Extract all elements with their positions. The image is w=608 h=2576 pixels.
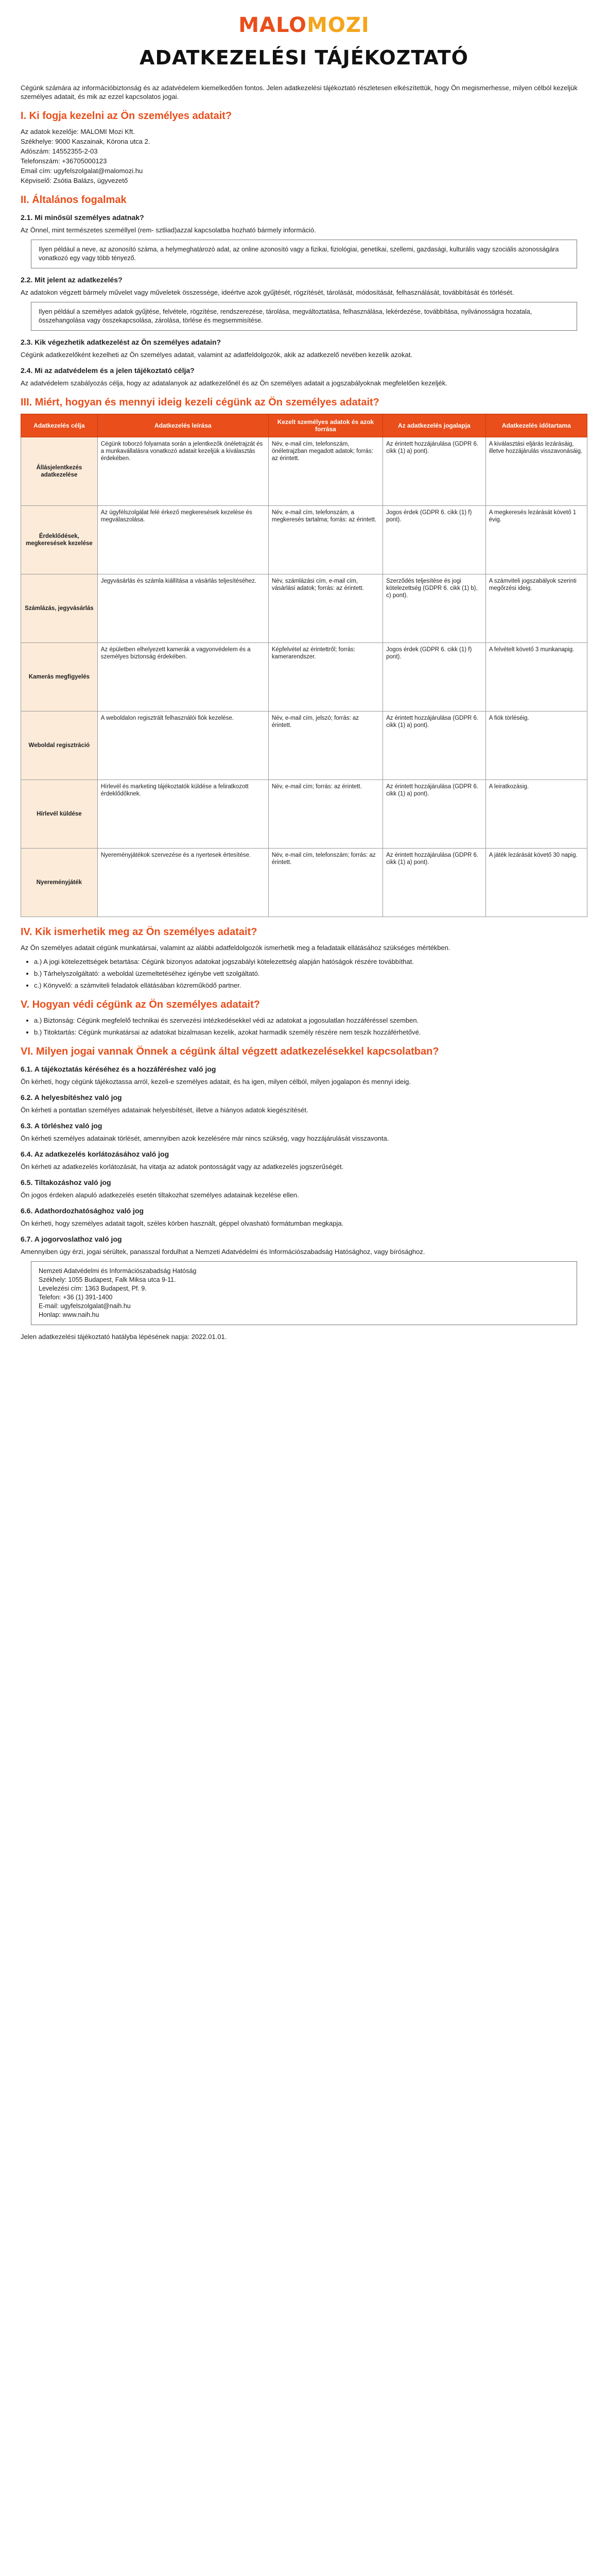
right-text: Ön kérheti az adatkezelés korlátozását, ha vitatja az adatok pontosságát vagy az adatkezelés jogszerűségét. (21, 1163, 344, 1171)
right-title: 6.5. Tiltakozáshoz való jog (21, 1178, 111, 1187)
table-row (21, 711, 587, 780)
authority-line: Levelezési cím: 1363 Budapest, Pf. 9. (39, 1285, 147, 1292)
table-cell: Név, e-mail cím, telefonszám, önéletrajzban megadott adatok; forrás: az érintett. (268, 437, 383, 506)
section-4-title: IV. Kik ismerhetik meg az Ön személyes adatait? (21, 926, 257, 938)
table-cell: A játék lezárását követő 30 napig. (485, 849, 587, 917)
table-cell: Jogos érdek (GDPR 6. cikk (1) f) pont). (383, 506, 486, 574)
table-cell: Név, e-mail cím, jelszó; forrás: az érintett. (268, 711, 383, 780)
authority-line: E-mail: ugyfelszolgalat@naih.hu (39, 1302, 131, 1310)
right-title: 6.1. A tájékoztatás kéréséhez és a hozzáféréshez való jog (21, 1065, 216, 1073)
intro-paragraph: Cégünk számára az információbiztonság és az adatvédelem kiemelkedően fontos. Jelen adatkezelési tájékoztató részletesen elkészítettük, hogy Ön megismerhesse, milyen célból kezeljük személyes adatait, és mik az ezzel kapcsolatos jogai. (21, 84, 578, 100)
table-cell: A leiratkozásig. (485, 780, 587, 849)
authority-line: Székhely: 1055 Budapest, Falk Miksa utca 9-11. (39, 1276, 176, 1283)
controller-line: Email cím: ugyfelszolgalat@malomozi.hu (21, 167, 143, 175)
table-cell: Állásjelentkezés adatkezelése (21, 437, 98, 506)
table-cell: Az érintett hozzájárulása (GDPR 6. cikk (1) a) pont). (383, 711, 486, 780)
controller-line: Adószám: 14552355-2-03 (21, 147, 98, 155)
right-text: Ön kérheti, hogy cégünk tájékoztassa arról, kezeli-e személyes adatait, és ha igen, milyen célból, milyen jogalapon és mennyi ideig. (21, 1078, 411, 1086)
company-logo: MALOMOZI (238, 13, 370, 37)
section-6-title: VI. Milyen jogai vannak Önnek a cégünk által végzett adatkezelésekkel kapcsolatban? (21, 1046, 439, 1057)
table-cell: A weboldalon regisztrált felhasználói fiók kezelése. (97, 711, 268, 780)
right-text: Ön kérheti személyes adatainak törlését, amennyiben azok kezelésére már nincs szükség, vagy hozzájárulását visszavonta. (21, 1134, 389, 1142)
recipient-item: • c.) Könyvelő: a számviteli feladatok ellátásában közreműködő partner. (34, 981, 587, 990)
table-cell: Név, e-mail cím, telefonszám; forrás: az érintett. (268, 849, 383, 917)
table-cell: Jegyvásárlás és számla kiállítása a vásárlás teljesítéséhez. (97, 574, 268, 643)
table-cell: Nyereményjáték (21, 849, 98, 917)
table-cell: Nyereményjátékok szervezése és a nyertesek értesítése. (97, 849, 268, 917)
table-header-row (21, 414, 587, 437)
section-2-2-text: Az adatokon végzett bármely művelet vagy műveletek összessége, ideértve azok gyűjtését, rögzítését, tárolását, módosítását, felhasználását, továbbítását és törlését. (21, 289, 514, 296)
table-cell: Weboldal regisztráció (21, 711, 98, 780)
table-cell: A kiválasztási eljárás lezárásáig, illetve hozzájárulás visszavonásáig. (485, 437, 587, 506)
recipient-item: • b.) Tárhelyszolgáltató: a weboldal üzemeltetéséhez igénybe vett szolgáltató. (34, 969, 587, 978)
controller-line: Képviselő: Zsótia Balázs, ügyvezető (21, 177, 128, 184)
table-cell: Érdeklődések, megkeresések kezelése (21, 506, 98, 574)
right-title: 6.4. Az adatkezelés korlátozásához való jog (21, 1150, 169, 1158)
section-5-title: V. Hogyan védi cégünk az Ön személyes adatait? (21, 999, 260, 1010)
table-cell: Az érintett hozzájárulása (GDPR 6. cikk (1) a) pont). (383, 780, 486, 849)
effective-date: Jelen adatkezelési tájékoztató hatályba lépésének napja: 2022.01.01. (21, 1333, 227, 1341)
table-cell: Jogos érdek (GDPR 6. cikk (1) f) pont). (383, 643, 486, 711)
table-cell: Név, számlázási cím, e-mail cím, vásárlási adatok; forrás: az érintett. (268, 574, 383, 643)
table-cell: Hírlevél és marketing tájékoztatók küldése a feliratkozott érdeklődőknek. (97, 780, 268, 849)
table-cell: Az érintett hozzájárulása (GDPR 6. cikk (1) a) pont). (383, 849, 486, 917)
page-title: ADATKEZELÉSI TÁJÉKOZTATÓ (140, 46, 468, 69)
table-row (21, 849, 587, 917)
section-2-3-text: Cégünk adatkezelőként kezelheti az Ön személyes adatait, valamint az adatfeldolgozók, akik az adatkezelő nevében kezelik azokat. (21, 351, 412, 359)
authority-line: Nemzeti Adatvédelmi és Információszabadság Hatóság (39, 1267, 197, 1275)
security-list (34, 1016, 587, 1037)
right-text: Amennyiben úgy érzi, jogai sérültek, panasszal fordulhat a Nemzeti Adatvédelmi és Információszabadság Hatósághoz, vagy bírósághoz. (21, 1248, 425, 1256)
authority-line: Honlap: www.naih.hu (39, 1311, 99, 1318)
section-2-1-title: 2.1. Mi minősül személyes adatnak? (21, 213, 144, 222)
table-row (21, 437, 587, 506)
table-cell: Kamerás megfigyelés (21, 643, 98, 711)
table-cell: Név, e-mail cím, telefonszám, a megkeresés tartalma; forrás: az érintett. (268, 506, 383, 574)
table-row (21, 780, 587, 849)
right-text: Ön kérheti, hogy személyes adatait tagolt, széles körben használt, géppel olvasható formátumban megkapja. (21, 1219, 344, 1227)
table-cell: Cégünk toborzó folyamata során a jelentkezők önéletrajzát és a munkavállalásra vonatkozó adatait kezeljük a kiválasztás érdekében. (97, 437, 268, 506)
right-text: Ön kérheti a pontatlan személyes adatainak helyesbítését, illetve a hiányos adatok kiegészítését. (21, 1106, 308, 1114)
section-2-2-title: 2.2. Mit jelent az adatkezelés? (21, 276, 123, 284)
authority-box (31, 1261, 577, 1325)
controller-line: Székhelye: 9000 Kaszainak, Kórona utca 2. (21, 138, 150, 145)
rights-list (21, 1065, 587, 1256)
table-row (21, 506, 587, 574)
table-header-cell: Az adatkezelés jogalapja (383, 414, 486, 437)
table-cell: Szerződés teljesítése és jogi kötelezettség (GDPR 6. cikk (1) b), c) pont). (383, 574, 486, 643)
table-header-cell: Adatkezelés időtartama (485, 414, 587, 437)
right-title: 6.6. Adathordozhatósághoz való jog (21, 1207, 144, 1215)
security-item: • a.) Biztonság: Cégünk megfelelő technikai és szervezési intézkedésekkel védi az adatokat a jogosulatlan hozzáféréssel szemben. (34, 1016, 587, 1025)
section-2-title: II. Általános fogalmak (21, 194, 127, 206)
table-header-cell: Adatkezelés leírása (97, 414, 268, 437)
table-row (21, 643, 587, 711)
table-body (21, 437, 587, 917)
table-cell: Számlázás, jegyvásárlás (21, 574, 98, 643)
table-cell: A megkeresés lezárását követő 1 évig. (485, 506, 587, 574)
section-2-4-title: 2.4. Mi az adatvédelem és a jelen tájékoztató célja? (21, 366, 195, 375)
right-title: 6.2. A helyesbítéshez való jog (21, 1093, 122, 1101)
table-cell: Az ügyfélszolgálat felé érkező megkeresések kezelése és megválaszolása. (97, 506, 268, 574)
security-item: • b.) Titoktartás: Cégünk munkatársai az adatokat bizalmasan kezelik, azokat harmadik személy részére nem teszik hozzáférhetővé. (34, 1028, 587, 1037)
processing-table (21, 414, 587, 917)
example-box-2: Ilyen például a személyes adatok gyűjtése, felvétele, rögzítése, rendszerezése, tárolása, megváltoztatása, felhasználása, lekérdezése, továbbítása, nyilvánosságra hozatala, összehangolása vagy összekapcsolása, zárolása, törlése és megsemmisítése. (31, 302, 577, 331)
right-title: 6.3. A törléshez való jog (21, 1122, 102, 1130)
table-header-cell: Adatkezelés célja (21, 414, 98, 437)
section-3-title: III. Miért, hogyan és mennyi ideig kezeli cégünk az Ön személyes adatait? (21, 397, 379, 408)
authority-line: Telefon: +36 (1) 391-1400 (39, 1294, 113, 1301)
table-cell: Képfelvétel az érintettről; forrás: kamerarendszer. (268, 643, 383, 711)
document-page (21, 0, 587, 1341)
table-row (21, 574, 587, 643)
controller-line: Telefonszám: +36705000123 (21, 157, 107, 165)
table-cell: A felvételt követő 3 munkanapig. (485, 643, 587, 711)
right-title: 6.7. A jogorvoslathoz való jog (21, 1235, 122, 1243)
section-2-4-text: Az adatvédelem szabályozás célja, hogy az adatalanyok az adatkezelőnél és az Ön személyes adatait a jogszabályoknak megfelelően kezeljék. (21, 379, 447, 387)
recipient-item: • a.) A jogi kötelezettségek betartása: Cégünk bizonyos adatokat jogszabályi kötelezettség alapján hatóságok részére továbbíthat. (34, 957, 587, 966)
section-2-3-title: 2.3. Kik végezhetik adatkezelést az Ön személyes adatain? (21, 338, 221, 346)
table-cell: Név, e-mail cím; forrás: az érintett. (268, 780, 383, 849)
table-cell: Az érintett hozzájárulása (GDPR 6. cikk (1) a) pont). (383, 437, 486, 506)
section-1-title: I. Ki fogja kezelni az Ön személyes adatait? (21, 110, 232, 122)
table-header-cell: Kezelt személyes adatok és azok forrása (268, 414, 383, 437)
table-cell: A számviteli jogszabályok szerinti megőrzési ideig. (485, 574, 587, 643)
table-cell: Az épületben elhelyezett kamerák a vagyonvédelem és a személyes biztonság érdekében. (97, 643, 268, 711)
section-4-text: Az Ön személyes adatait cégünk munkatársai, valamint az alábbi adatfeldolgozók ismerhetik meg a feladataik ellátásához szükséges mértékben. (21, 944, 450, 952)
table-cell: A fiók törléséig. (485, 711, 587, 780)
table-cell: Hírlevél küldése (21, 780, 98, 849)
right-text: Ön jogos érdeken alapuló adatkezelés esetén tiltakozhat személyes adatainak kezelése ellen. (21, 1191, 299, 1199)
section-2-1-text: Az Önnel, mint természetes személlyel (rem- sztliad)azzal kapcsolatba hozható bármely információ. (21, 226, 316, 234)
recipients-list (34, 957, 587, 990)
controller-line: Az adatok kezelője: MALOMI Mozi Kft. (21, 128, 135, 135)
controller-details (21, 127, 587, 185)
example-box-1: Ilyen például a neve, az azonosító száma, a helymeghatározó adat, az online azonosító vagy a fizikai, fiziológiai, genetikai, szellemi, gazdasági, kulturális vagy szociális azonosságára vonatkozó egy vagy több tényező. (31, 240, 577, 268)
